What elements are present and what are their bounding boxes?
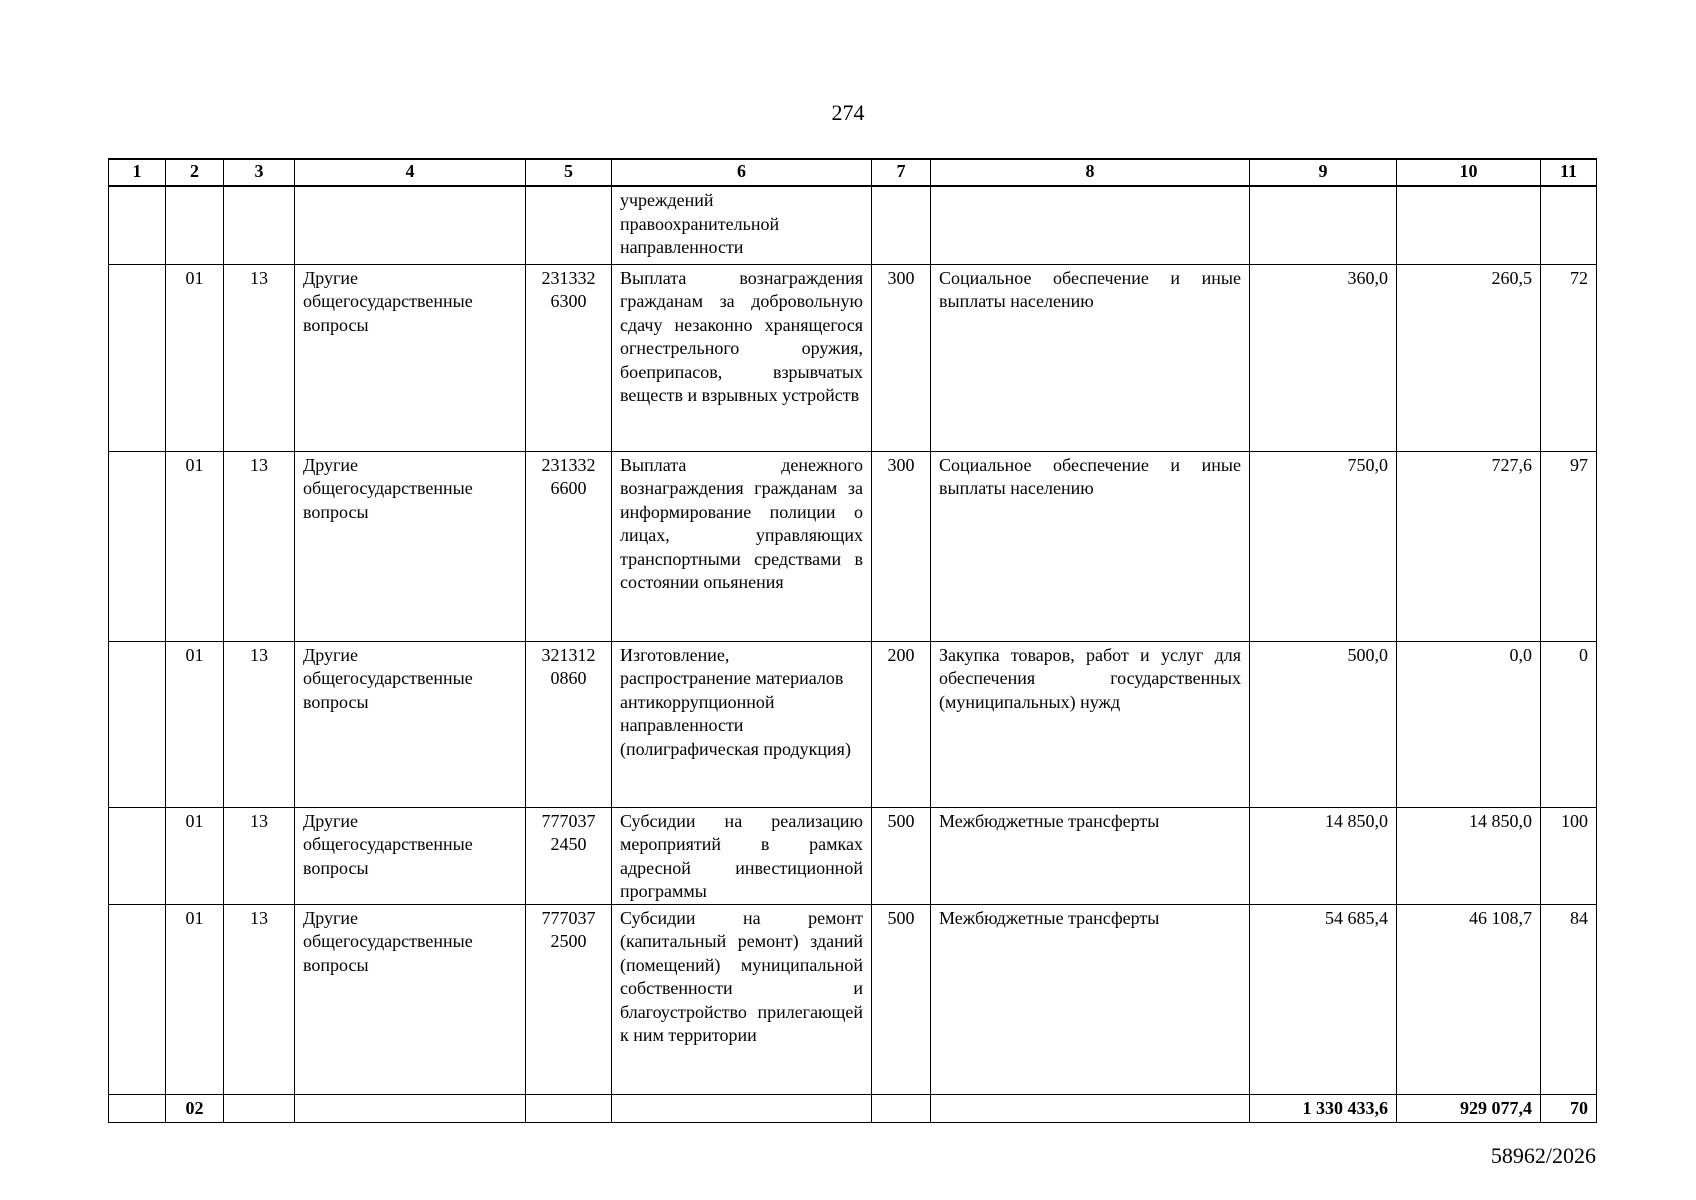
cell-target-code: 231332 6300	[526, 264, 612, 451]
cell-planned: 500,0	[1250, 641, 1397, 807]
total-subsection-name	[295, 1094, 526, 1122]
cell-expense-type-name: Закупка товаров, работ и услуг для обеспечения государственных (муниципальных) нужд	[931, 641, 1250, 807]
cell-expense-type-name: Социальное обеспечение и иные выплаты населению	[931, 451, 1250, 641]
cell-section: 01	[166, 807, 224, 904]
cell-percent: 100	[1541, 807, 1597, 904]
total-expense-type-name	[931, 1094, 1250, 1122]
cell-target-code	[526, 186, 612, 264]
header-col-3: 3	[224, 159, 295, 186]
cell-actual: 14 850,0	[1397, 807, 1541, 904]
cell-col1	[109, 264, 166, 451]
cell-planned: 360,0	[1250, 264, 1397, 451]
page-number: 274	[831, 100, 865, 125]
cell-col1	[109, 451, 166, 641]
total-target-code	[526, 1094, 612, 1122]
cell-target-name: Субсидии на реализацию мероприятий в рамках адресной инвестиционной программы	[612, 807, 872, 904]
cell-subsection-name: Другие общегосударственные вопросы	[295, 451, 526, 641]
cell-expense-type: 200	[872, 641, 931, 807]
cell-subsection: 13	[224, 641, 295, 807]
cell-target-name: Выплата вознаграждения гражданам за добровольную сдачу незаконно хранящегося огнестрельного оружия, боеприпасов, взрывчатых веществ и взрывных устройств	[612, 264, 872, 451]
total-row	[109, 1094, 1597, 1122]
total-section: 02	[166, 1094, 224, 1122]
cell-target-name: Субсидии на ремонт (капитальный ремонт) зданий (помещений) муниципальной собственности и благоустройство прилегающей к ним территории	[612, 904, 872, 1094]
cell-expense-type: 300	[872, 264, 931, 451]
header-col-8: 8	[931, 159, 1250, 186]
cell-actual: 260,5	[1397, 264, 1541, 451]
header-col-1: 1	[109, 159, 166, 186]
cell-expense-type-name: Социальное обеспечение и иные выплаты населению	[931, 264, 1250, 451]
cell-expense-type-name: Межбюджетные трансферты	[931, 904, 1250, 1094]
cell-section: 01	[166, 451, 224, 641]
document-id: 58962/2026	[1490, 1143, 1596, 1168]
cell-section: 01	[166, 904, 224, 1094]
cell-actual: 727,6	[1397, 451, 1541, 641]
header-col-6: 6	[612, 159, 872, 186]
cell-section: 01	[166, 264, 224, 451]
cell-section: 01	[166, 641, 224, 807]
header-row	[109, 159, 1597, 186]
cell-percent: 0	[1541, 641, 1597, 807]
cell-planned	[1250, 186, 1397, 264]
cell-expense-type-name: Межбюджетные трансферты	[931, 807, 1250, 904]
cell-planned: 750,0	[1250, 451, 1397, 641]
table-row	[109, 904, 1597, 1094]
cell-percent: 72	[1541, 264, 1597, 451]
cell-subsection: 13	[224, 264, 295, 451]
cell-target-name: Изготовление, распространение материалов антикоррупционной направленности (полиграфическая продукция)	[612, 641, 872, 807]
header-col-9: 9	[1250, 159, 1397, 186]
cell-expense-type	[872, 186, 931, 264]
cell-subsection-name: Другие общегосударственные вопросы	[295, 904, 526, 1094]
cell-subsection: 13	[224, 451, 295, 641]
cell-percent: 84	[1541, 904, 1597, 1094]
cell-col1	[109, 807, 166, 904]
cell-target-code: 777037 2450	[526, 807, 612, 904]
cell-actual: 0,0	[1397, 641, 1541, 807]
cell-subsection: 13	[224, 904, 295, 1094]
total-expense-type	[872, 1094, 931, 1122]
cell-percent: 97	[1541, 451, 1597, 641]
cell-actual: 46 108,7	[1397, 904, 1541, 1094]
cell-planned: 54 685,4	[1250, 904, 1397, 1094]
total-planned: 1 330 433,6	[1250, 1094, 1397, 1122]
total-percent: 70	[1541, 1094, 1597, 1122]
cell-subsection-name	[295, 186, 526, 264]
cell-target-name: Выплата денежного вознаграждения гражданам за информирование полиции о лицах, управляющих транспортными средствами в состоянии опьянения	[612, 451, 872, 641]
cell-col1	[109, 186, 166, 264]
cell-expense-type: 500	[872, 807, 931, 904]
cell-col1	[109, 641, 166, 807]
table-row	[109, 807, 1597, 904]
cell-target-code: 231332 6600	[526, 451, 612, 641]
header-col-7: 7	[872, 159, 931, 186]
header-col-4: 4	[295, 159, 526, 186]
cell-actual	[1397, 186, 1541, 264]
cell-planned: 14 850,0	[1250, 807, 1397, 904]
cell-expense-type-name	[931, 186, 1250, 264]
cell-subsection-name: Другие общегосударственные вопросы	[295, 641, 526, 807]
total-target-name	[612, 1094, 872, 1122]
cell-subsection	[224, 186, 295, 264]
cell-section	[166, 186, 224, 264]
cell-target-name: учреждений правоохранительной направленности	[612, 186, 872, 264]
cell-target-code: 777037 2500	[526, 904, 612, 1094]
total-subsection	[224, 1094, 295, 1122]
cell-expense-type: 500	[872, 904, 931, 1094]
cell-percent	[1541, 186, 1597, 264]
cell-target-code: 321312 0860	[526, 641, 612, 807]
header-col-2: 2	[166, 159, 224, 186]
total-col1	[109, 1094, 166, 1122]
header-col-5: 5	[526, 159, 612, 186]
budget-table	[108, 158, 1597, 1123]
table-row	[109, 451, 1597, 641]
total-actual: 929 077,4	[1397, 1094, 1541, 1122]
cell-col1	[109, 904, 166, 1094]
header-col-11: 11	[1541, 159, 1597, 186]
cell-subsection-name: Другие общегосударственные вопросы	[295, 264, 526, 451]
table-row	[109, 186, 1597, 264]
cell-expense-type: 300	[872, 451, 931, 641]
cell-subsection-name: Другие общегосударственные вопросы	[295, 807, 526, 904]
table-row	[109, 641, 1597, 807]
cell-subsection: 13	[224, 807, 295, 904]
table-row	[109, 264, 1597, 451]
header-col-10: 10	[1397, 159, 1541, 186]
